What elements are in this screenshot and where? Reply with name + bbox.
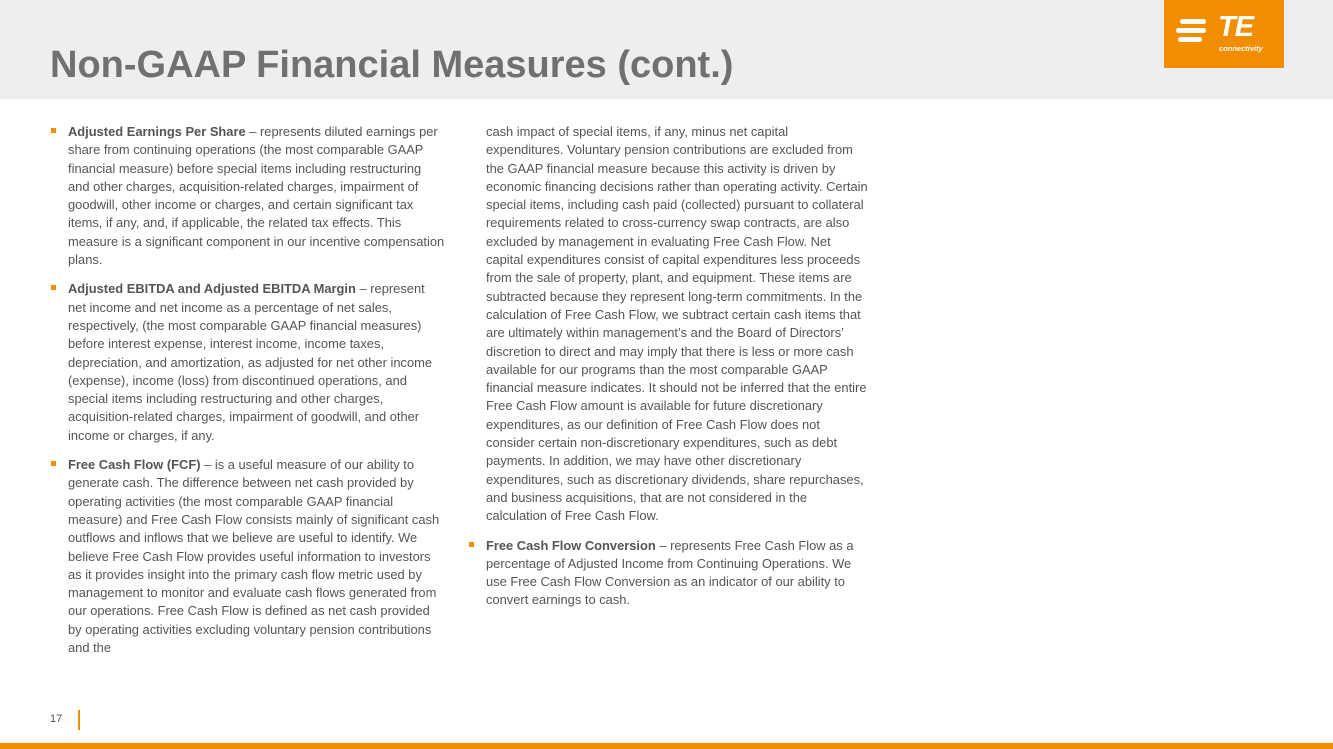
title-bar	[0, 0, 1333, 99]
square-bullet-icon	[469, 542, 474, 547]
bullet-text: – is a useful measure of our ability to generate cash. The difference between net cash provided by operating activities (the most comparable GAAP financial measure) and Free Cash Flow consists mainly of significant cash outflows and inflows that we believe are useful to identify. We believe Free Cash Flow provides useful information to investors as it provides insight into the primary cash flow metric used by management to monitor and evaluate cash flows generated from our operations. Free Cash Flow is defined as net cash provided by operating activities excluding voluntary pension contributions and the	[68, 457, 440, 656]
logo-subtitle: connectivity	[1219, 44, 1263, 53]
footer-accent-bar	[0, 743, 1333, 749]
bullet-item-adjusted-eps	[50, 123, 445, 269]
bullet-text: – represents Free Cash Flow as a percentage of Adjusted Income from Continuing Operations. We use Free Cash Flow Conversion as an indicator of our ability to convert earnings to cash.	[486, 537, 854, 608]
bullet-term: Free Cash Flow Conversion	[486, 537, 656, 553]
logo-wordmark: TE	[1218, 11, 1254, 43]
left-column	[50, 123, 445, 668]
continuation-paragraph: cash impact of special items, if any, minus net capital expenditures. Voluntary pension contributions are excluded from the GAAP financial measure because this activity is driven by economic financing decisions rather than operating activity. Certain special items, including cash paid (collected) pursuant to collateral requirements related to cross-currency swap contracts, are also excluded by management in evaluating Free Cash Flow. Net capital expenditures consist of capital expenditures less proceeds from the sale of property, plant, and equipment. These items are subtracted because they represent long-term commitments. In the calculation of Free Cash Flow, we subtract certain cash items that are ultimately within management’s and the Board of Directors’ discretion to direct and may imply that there is less or more cash available for our programs than the most comparable GAAP financial measure indicates. It should not be inferred that the entire Free Cash Flow amount is available for future discretionary expenditures, as our definition of Free Cash Flow does not consider certain non-discretionary expenditures, such as debt payments. In addition, we may have other discretionary expenditures, such as discretionary dividends, share repurchases, and business acquisitions, that are not considered in the calculation of Free Cash Flow.	[486, 124, 868, 524]
bullet-term: Adjusted Earnings Per Share	[68, 124, 246, 139]
te-connectivity-logo	[1164, 0, 1284, 68]
page-number: 17	[50, 713, 63, 725]
bullet-term: Free Cash Flow (FCF)	[68, 457, 201, 473]
bullet-text: – represents diluted earnings per share from continuing operations (the most comparable GAAP financial measure) before special items including restructuring and other charges, acquisition-related charges, impairment of goodwill, other income or charges, and certain significant tax items, if any, and, if applicable, the related tax effects. This measure is a significant component in our incentive compensation plans.	[68, 124, 445, 268]
square-bullet-icon	[51, 128, 56, 133]
bullet-item-free-cash-flow	[50, 456, 445, 657]
bullet-term: Adjusted EBITDA and Adjusted EBITDA Margin	[68, 281, 356, 297]
square-bullet-icon	[51, 461, 56, 466]
square-bullet-icon	[51, 285, 56, 290]
page-title: Non-GAAP Financial Measures (cont.)	[50, 44, 734, 86]
right-column	[468, 123, 868, 621]
bullet-item-adjusted-ebitda	[50, 280, 445, 445]
footer-divider	[78, 710, 80, 730]
bullet-text: – represent net income and net income as a percentage of net sales, respectively, (the most comparable GAAP financial measures) before interest expense, interest income, income taxes, depreciation, and amortization, as adjusted for net other income (expense), income (loss) from discontinued operations, and special items including restructuring and other charges, acquisition-related charges, impairment of goodwill, and other income or charges, if any.	[68, 281, 433, 443]
bullet-item-fcf-conversion	[468, 537, 868, 610]
